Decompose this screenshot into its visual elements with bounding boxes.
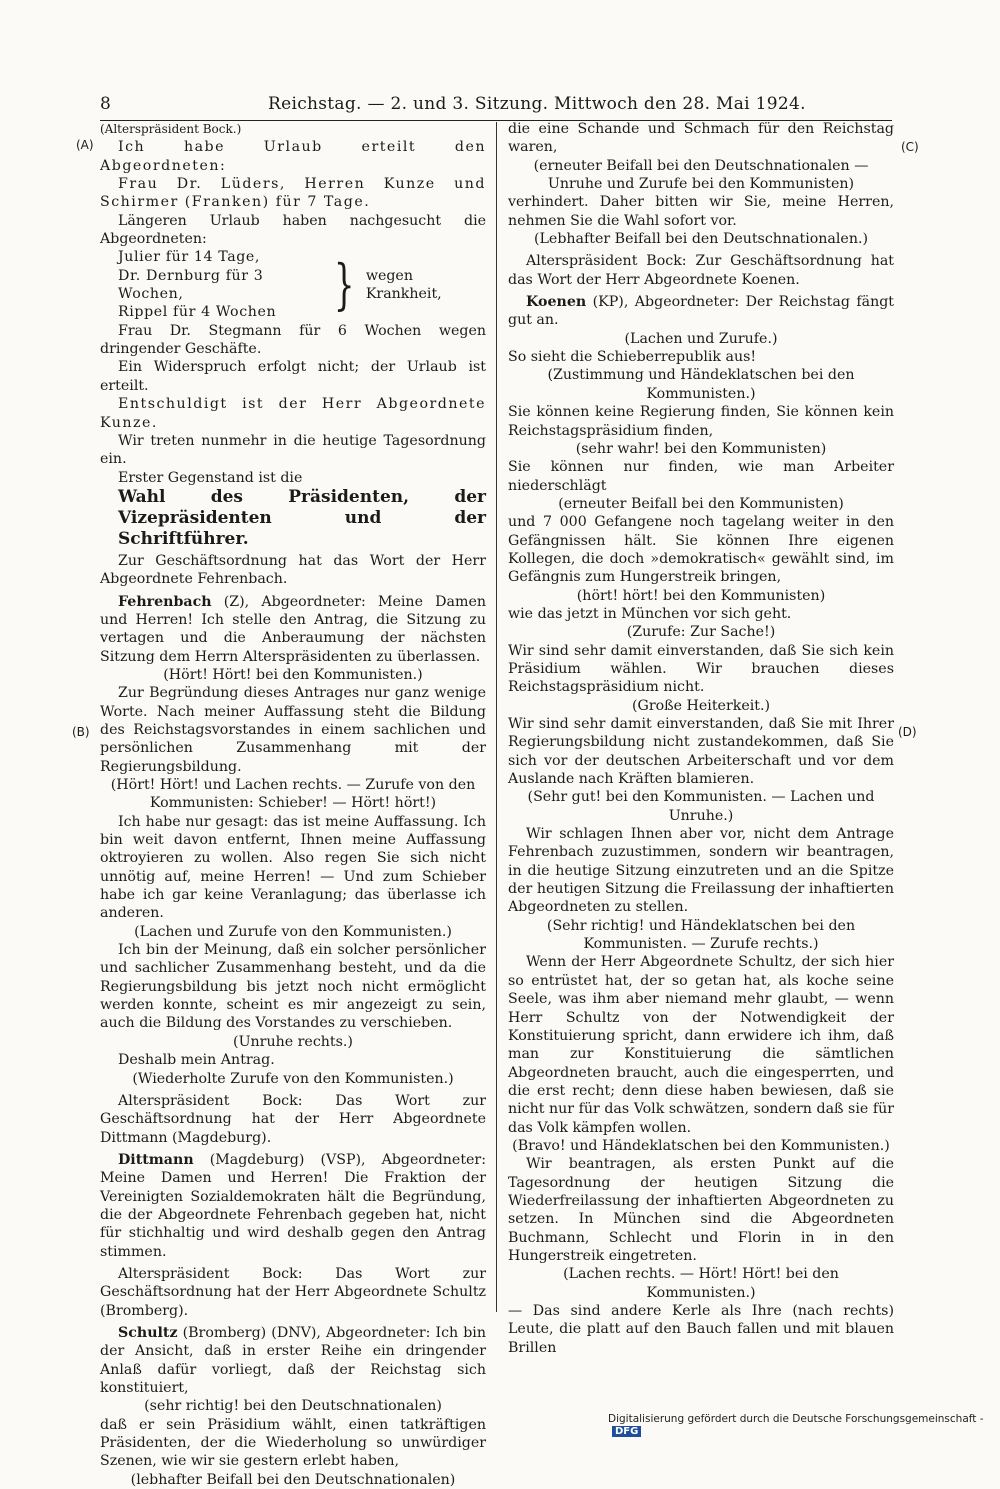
margin-marker-a: (A) [76, 138, 94, 152]
paragraph: Zur Begründung dieses Antrages nur ganz wenige Worte. Nach meiner Auffassung steht die Bildung des Reichstagsvorstandes in einem sachlichen und persönlichen Zusammenhang mit der Regierungsbildung. [100, 685, 486, 775]
speech [508, 252, 894, 289]
footer-text: Digitalisierung gefördert durch die Deutsche Forschungsgemeinschaft - [608, 1413, 984, 1425]
speaker-name: Dittmann [118, 1151, 194, 1168]
speech-text: (Magdeburg) (VSP), Abgeordneter: Meine Damen und Herren! Die Fraktion der Vereinigten Sozialdemokraten hält die Begründung, die der Abgeordnete Fehrenbach gegeben hat, nicht für stichhaltig und wird deshalb gegen den Antrag stimmen. [100, 1151, 486, 1260]
paragraph: Ich habe nur gesagt: das ist meine Auffassung. Ich bin weit davon entfernt, Ihnen meine Auffassung oktroyieren zu wollen. Also regen Sie sich nicht unnötig auf, meine Herren! — Und zum Schieber habe ich gar keine Veranlagung; das überlasse ich anderen. [100, 813, 486, 922]
margin-marker-d: (D) [898, 725, 917, 739]
speaker-name: Alterspräsident Bock [118, 1092, 298, 1109]
leave-name: Dr. Dernburg für 3 Wochen, [118, 267, 264, 303]
margin-marker-b: (B) [72, 725, 90, 739]
speech [100, 1265, 486, 1320]
speech-text: (Bromberg) (DNV), Abgeordneter: Ich bin der Ansicht, daß in erster Reihe ein dringender Anlaß dafür vorliegt, daß der Reichstag sich konstituiert, [100, 1324, 486, 1396]
footer-credit [608, 1413, 988, 1437]
paragraph: Zur Geschäftsordnung hat das Wort der Herr Abgeordnete Fehrenbach. [100, 552, 486, 588]
speaker-name: Fehrenbach [118, 593, 212, 610]
running-title: Reichstag. — 2. und 3. Sitzung. Mittwoch den 28. Mai 1924. [268, 94, 806, 114]
interjection: (Unruhe rechts.) [233, 1033, 353, 1050]
paragraph: Wir schlagen Ihnen aber vor, nicht dem Antrage Fehrenbach zuzustimmen, sondern wir beantragen, in die heutige Sitzung einzutreten und an die Spitze der heutigen Sitzung die Freilassung der inhaftierten Abgeordneten zu stellen. [508, 826, 894, 916]
margin-marker-c: (C) [901, 140, 919, 154]
speech [508, 293, 894, 330]
paragraph: Entschuldigt ist der Herr Abgeordnete Kunze. [100, 396, 486, 431]
page-header [100, 94, 900, 118]
paragraph: Wir treten nunmehr in die heutige Tagesordnung ein. [100, 432, 486, 468]
interjection: (Große Heiterkeit.) [631, 697, 771, 714]
speech-text: : Das Wort zur Geschäftsordnung hat der Herr Abgeordnete Schultz (Bromberg). [100, 1265, 486, 1319]
paragraph: Ich bin der Meinung, daß ein solcher persönlicher und sachlicher Zusammenhang besteht, und da die Regierungsbildung bis jetzt noch nicht ermöglicht werden konnte, scheint es mir angezeigt zu sein, auch die Bildung des Vorstandes zu verschieben. [100, 942, 486, 1032]
speaker-name: Alterspräsident Bock [526, 253, 682, 270]
interjection: (erneuter Beifall bei den Deutschnationalen — Unruhe und Zurufe bei den Kommunisten) [533, 157, 869, 193]
interjection: (Sehr gut! bei den Kommunisten. — Lachen und Unruhe.) [527, 789, 875, 824]
leave-list [100, 248, 486, 321]
page-number: 8 [100, 94, 111, 114]
paragraph: Wenn der Herr Abgeordnete Schultz, der sich hier so entrüstet hat, der so getan hat, als koche seine Seele, was ihm aber niemand mehr glaubt, — wenn Herr Schultz von der Notwendigkeit der Konstituierung spricht, dann erwidere ich ihm, daß man zur Konstituierung die sämtlichen Abgeordneten braucht, auch die eingesperrten, und die erst recht; denn diese haben bewiesen, daß sie nicht nur für das Volk schwätzen, sondern daß sie für das Volk kämpfen wollen. [508, 954, 894, 1136]
interjection: (Bravo! und Händeklatschen bei den Kommunisten.) [512, 1137, 890, 1154]
paragraph: Ein Widerspruch erfolgt nicht; der Urlaub ist erteilt. [100, 359, 486, 394]
paragraph: So sieht die Schieberrepublik aus! [508, 349, 757, 366]
paragraph: wie das jetzt in München vor sich geht. [508, 605, 792, 622]
paragraph: und 7 000 Gefangene noch tagelang weiter in den Gefängnissen hält. Sie können Ihre eigenen Kollegen, die doch »demokratisch« gewählt sind, im Gefängnis zum Hungerstreik bringen, [508, 514, 894, 586]
paragraph: Wir beantragen, als ersten Punkt auf die Tagesordnung der heutigen Sitzung die Wiederfreilassung der inhaftierten Abgeordneten zu setzen. In München sind die Abgeordneten Buchmann, Schlecht und Florin in in den Hungerstreik eingetreten. [508, 1156, 894, 1264]
interjection: (Lachen und Zurufe.) [624, 330, 778, 347]
agenda-title: Wahl des Präsidenten, der Vizepräsidenten und der Schriftführer. [118, 486, 486, 549]
speech-text: : Zur Geschäftsordnung hat das Wort der Herr Abgeordnete Koenen. [508, 253, 894, 288]
speech [100, 1092, 486, 1147]
speech-text: (Z), Abgeordneter: Meine Damen und Herren! Ich stelle den Antrag, die Sitzung zu vertagen und die Anberaumung der nächsten Sitzung dem Herrn Alterspräsidenten zu überlassen. [100, 593, 486, 665]
leave-reason: wegen Krankheit, [365, 267, 442, 303]
paragraph: Frau Dr. Stegmann für 6 Wochen wegen dringender Geschäfte. [100, 322, 486, 358]
paragraph: — Das sind andere Kerle als Ihre (nach rechts) Leute, die platt auf den Bauch fallen und mit blauen Brillen [508, 1303, 894, 1356]
interjection: (Wiederholte Zurufe von den Kommunisten.) [132, 1070, 454, 1087]
paragraph: Erster Gegenstand ist die [118, 469, 303, 486]
interjection: (erneuter Beifall bei den Kommunisten) [558, 495, 844, 512]
speech [100, 1151, 486, 1261]
interjection: (Hört! Hört! bei den Kommunisten.) [163, 666, 423, 683]
paragraph: Sie können nur finden, wie man Arbeiter niederschlägt [508, 459, 894, 494]
speaker-name: Alterspräsident Bock [118, 1265, 298, 1282]
paragraph: Wir sind sehr damit einverstanden, daß Sie mit Ihrer Regierungsbildung nicht zustandekommen, daß Sie sich vor der deutschen Arbeiterschaft und vor dem Auslande nach Kräften blamieren. [508, 716, 894, 788]
paragraph: daß er sein Präsidium wählt, einen tatkräftigen Präsidenten, der die Wiederholung so unwürdiger Szenen, wie wir sie gestern erlebt haben, [100, 1416, 486, 1470]
speech-text: : Das Wort zur Geschäftsordnung hat der Herr Abgeordnete Dittmann (Magdeburg). [100, 1092, 486, 1146]
interjection: (sehr richtig! bei den Deutschnationalen) [144, 1398, 442, 1415]
leave-names [118, 248, 323, 321]
speech-text: (KP), Abgeordneter: Der Reichstag fängt gut an. [508, 294, 894, 329]
speech [100, 593, 486, 666]
interjection: (Sehr richtig! und Händeklatschen bei den Kommunisten. — Zurufe rechts.) [546, 917, 856, 953]
interjection: (hört! hört! bei den Kommunisten) [576, 587, 826, 604]
right-column [508, 120, 894, 1357]
paragraph: Ich habe Urlaub erteilt den Abgeordneten: [100, 139, 486, 174]
paragraph: Längeren Urlaub haben nachgesucht die Abgeordneten: [100, 212, 486, 248]
interjection: (Lachen und Zurufe von den Kommunisten.) [134, 923, 452, 940]
speech [100, 1324, 486, 1397]
paragraph: die eine Schande und Schmach für den Reichstag waren, [508, 121, 894, 156]
interjection: (Lachen rechts. — Hört! Hört! bei den Kommunisten.) [563, 1266, 839, 1301]
column-divider [496, 122, 497, 1312]
interjection: (Lebhafter Beifall bei den Deutschnationalen.) [533, 231, 869, 248]
paragraph: Frau Dr. Lüders, Herren Kunze und Schirmer (Franken) für 7 Tage. [100, 176, 486, 211]
interjection: (Hört! Hört! und Lachen rechts. — Zurufe von den Kommunisten: Schieber! — Hört! hört!) [110, 777, 476, 812]
interjection: (Zurufe: Zur Sache!) [626, 624, 776, 641]
paragraph: Sie können keine Regierung finden, Sie können kein Reichstagspräsidium finden, [508, 404, 894, 439]
interjection: (lebhafter Beifall bei den Deutschnationalen) [130, 1471, 456, 1488]
brace-glyph: } [334, 253, 355, 317]
dfg-logo: DFG [612, 1426, 641, 1437]
leave-name: Julier für 14 Tage, [118, 249, 261, 266]
speaker-name: Koenen [526, 294, 587, 311]
left-column [100, 120, 486, 1489]
interjection: (Zustimmung und Händeklatschen bei den Kommunisten.) [547, 367, 855, 402]
running-head: (Alterspräsident Bock.) [100, 122, 242, 136]
paragraph: verhindert. Daher bitten wir Sie, meine Herren, nehmen Sie die Wahl sofort vor. [508, 194, 894, 229]
interjection: (sehr wahr! bei den Kommunisten) [575, 440, 827, 457]
speaker-name: Schultz [118, 1324, 178, 1341]
paragraph: Wir sind sehr damit einverstanden, daß Sie sich kein Präsidium wählen. Wir brauchen dieses Reichstagspräsidium nicht. [508, 642, 894, 696]
paragraph: Deshalb mein Antrag. [118, 1052, 275, 1069]
leave-name: Rippel für 4 Wochen [118, 304, 277, 321]
